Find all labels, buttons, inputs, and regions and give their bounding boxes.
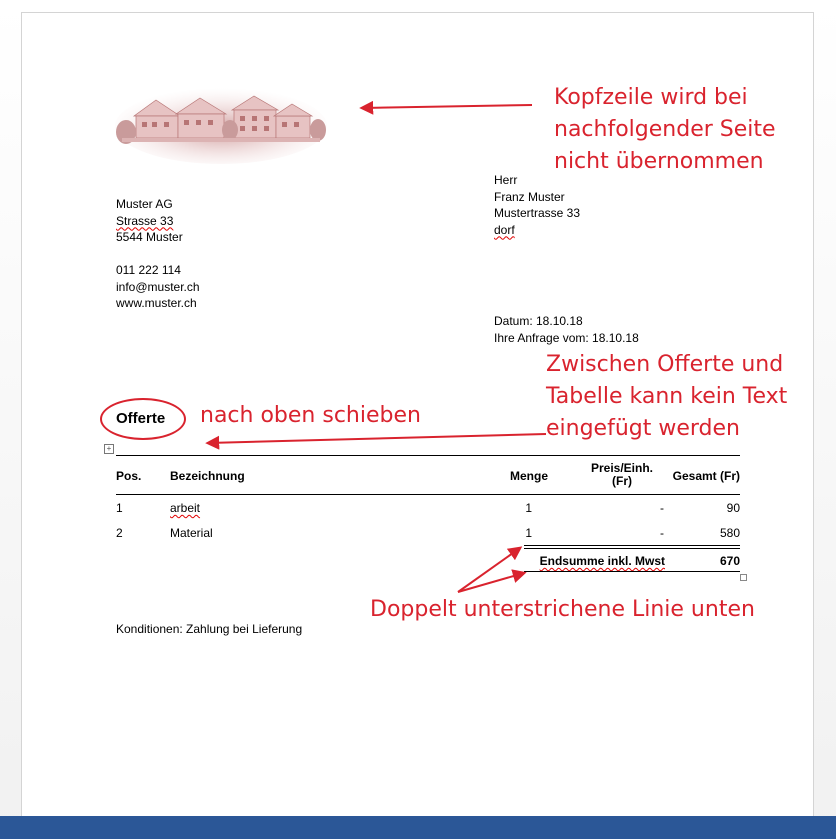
- recipient-street: Mustertrasse 33: [494, 206, 581, 220]
- sender-company: Muster AG: [116, 197, 173, 211]
- annotation-schieben: nach oben schieben: [200, 403, 421, 428]
- row1-pos: 1: [116, 501, 123, 515]
- row2-bezeichnung: Material: [170, 526, 213, 540]
- row1-preis: -: [660, 501, 664, 515]
- recipient-name: Franz Muster: [494, 189, 565, 204]
- annotation-zwischen-line3: eingefügt werden: [546, 416, 740, 441]
- sender-email: info@muster.ch: [116, 279, 200, 294]
- sender-street: Strasse 33: [116, 213, 174, 228]
- anfrage-line: Ihre Anfrage vom: 18.10.18: [494, 331, 639, 345]
- col-header-bezeichnung: Bezeichnung: [170, 469, 245, 483]
- annotation-kopfzeile-line1: Kopfzeile wird bei: [554, 85, 748, 110]
- col-header-preis-line1: Preis/Einh.: [590, 461, 654, 475]
- taskbar: [0, 816, 836, 839]
- konditionen-text: Konditionen: Zahlung bei Lieferung: [116, 622, 303, 636]
- sender-phone: 011 222 114: [116, 263, 181, 277]
- table-move-handle-icon[interactable]: +: [104, 444, 114, 454]
- row2-gesamt: 580: [719, 526, 740, 540]
- row1-gesamt: 90: [726, 501, 740, 515]
- col-header-pos: Pos.: [116, 469, 142, 483]
- datum-line: Datum: 18.10.18: [494, 314, 583, 328]
- arrow-schieben-icon: [208, 434, 546, 443]
- col-header-preis-line2: (Fr): [612, 474, 632, 488]
- col-header-menge: Menge: [509, 469, 548, 483]
- row2-pos: 2: [116, 526, 123, 540]
- annotation-zwischen-line1: Zwischen Offerte und: [546, 352, 784, 377]
- row1-bezeichnung: arbeit: [170, 501, 201, 515]
- total-value: 670: [719, 554, 740, 568]
- row1-menge: 1: [525, 501, 532, 515]
- sender-city: 5544 Muster: [116, 230, 183, 244]
- annotation-kopfzeile-line3: nicht übernommen: [554, 149, 764, 174]
- total-label: Endsumme inkl. Mwst: [539, 554, 665, 568]
- recipient-salutation: Herr: [494, 173, 518, 187]
- sender-web: www.muster.ch: [116, 296, 197, 310]
- row2-preis: -: [660, 526, 664, 540]
- arrow-doppelt-2-icon: [458, 573, 524, 592]
- row2-menge: 1: [525, 526, 532, 540]
- col-header-gesamt: Gesamt (Fr): [672, 469, 740, 483]
- arrow-kopfzeile-icon: [362, 105, 532, 108]
- recipient-city: dorf: [494, 222, 515, 237]
- offerte-title: Offerte: [116, 410, 166, 427]
- annotation-zwischen-line2: Tabelle kann kein Text: [546, 384, 788, 409]
- annotation-doppelt: Doppelt unterstrichene Linie unten: [370, 597, 755, 622]
- arrow-doppelt-1-icon: [458, 548, 520, 592]
- annotation-kopfzeile-line2: nachfolgender Seite: [554, 117, 776, 142]
